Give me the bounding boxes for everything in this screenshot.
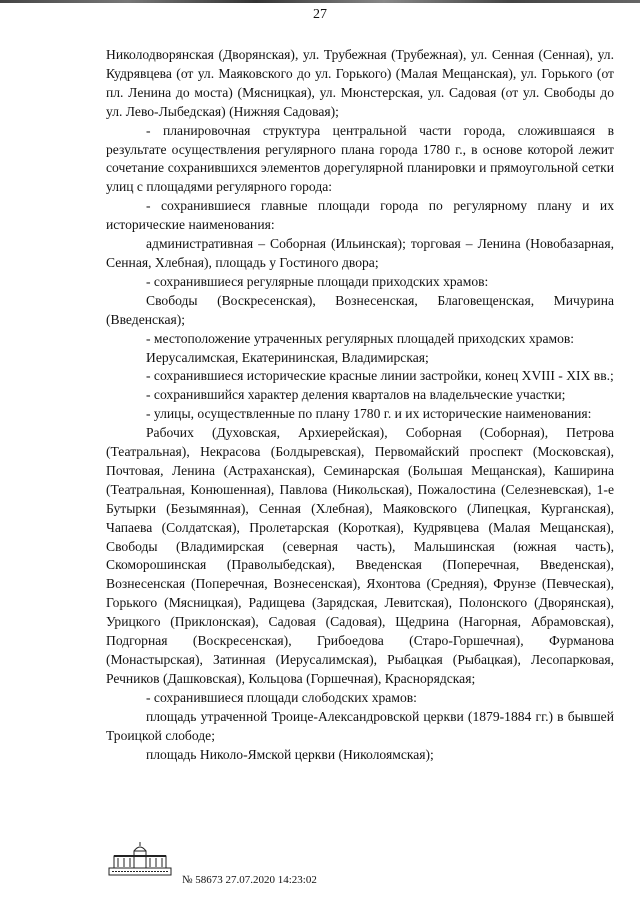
paragraph-sloboda-squares: - сохранившиеся площади слободских храмов: — [146, 689, 417, 705]
paragraph-plot-division: - сохранившийся характер деления кварталов на владельческие участки; — [146, 387, 566, 403]
building-seal-icon — [108, 842, 172, 876]
paragraph-main-squares: - сохранившиеся главные площади города по регулярному плану и их исторические наименования: — [106, 198, 614, 233]
registration-stamp: № 58673 27.07.2020 14:23:02 — [182, 874, 317, 886]
paragraph-main-squares-list: административная – Соборная (Ильинская); торговая – Ленина (Новобазарная, Сенная, Хлебная), площадь у Гостиного двора; — [106, 236, 614, 270]
paragraph-lost-squares: - местоположение утраченных регулярных площадей приходских храмов: — [146, 330, 575, 346]
page-top-edge — [0, 0, 640, 3]
paragraph-red-lines: - сохранившиеся исторические красные линии застройки, конец XVIII - XIX вв.; — [146, 368, 614, 384]
paragraph-parish-squares: - сохранившиеся регулярные площади приходских храмов: — [146, 273, 489, 289]
paragraph-streets-1780-list: Рабочих (Духовская, Архиерейская), Соборная (Соборная), Петрова (Театральная), Некрасова (Болдыревская), Первомайский проспект (Московская), Почтовая, Ленина (Астраханская), Семинарская (Большая Мещанская), Каширина (Театральная, Конюшенная), Павлова (Никольская), Пожалостина (Селезневская), 1-е Бутырки (Безымянная), Сенная (Хлебная), Маяковского (Липецкая, Курганская), Чапаева (Солдатская), Пролетарская (Короткая), Кудрявцева (Малая Мещанская), Свободы (Владимирская (северная часть), Мальшинская (южная часть), Скоморошинская (Праволыбедская), Введенская (Поперечная, Введенская), Вознесенская (Поперечная, Вознесенская), Яхонтова (Средняя), Фрунзе (Певческая), Горького (Мясницкая), Радищева (Зарядская, Левитская), Полонского (Дворянская), Урицкого (Приклонская), Садовая (Садовая), Щедрина (Нагорная, Абрамовская), Подгорная (Воскресенская), Грибоедова (Старо-Горшечная), Фурманова (Монастырская), Затинная (Иерусалимская), Рыбацкая (Рыбацкая), Лесопарковая, Речников (Дашковская), Кольцова (Горшечная), Краснорядская; — [106, 425, 614, 686]
paragraph-troitse-square: площадь утраченной Троице-Александровской церкви (1879-1884 гг.) в бывшей Троицкой слободе; — [106, 708, 614, 743]
paragraph-parish-squares-list: Свободы (Воскресенская), Вознесенская, Благовещенская, Мичурина (Введенская); — [106, 292, 614, 327]
paragraph-streets-1780: - улицы, осуществленные по плану 1780 г. и их исторические наименования: — [146, 406, 592, 422]
paragraph-lost-squares-list: Иерусалимская, Екатерининская, Владимирская; — [146, 349, 429, 365]
document-body — [106, 46, 614, 764]
paragraph-streets-continued: Николодворянская (Дворянская), ул. Трубежная (Трубежная), ул. Сенная (Сенная), ул. Кудрявцева (от ул. Маяковского до ул. Горького) (Малая Мещанская), ул. Горького (от пл. Ленина до моста) (Мясницкая), ул. Мюнстерская, ул. Садовая (от ул. Свободы до ул. Лево-Лыбедская) (Нижняя Садовая); — [106, 47, 614, 119]
document-footer — [108, 842, 408, 890]
paragraph-planning-structure: - планировочная структура центральной части города, сложившаяся в результате осуществления регулярного плана города 1780 г., в основе которой лежит сочетание сохранившихся элементов дорегулярной планировки и прямоугольной сетки улиц с площадями регулярного города: — [106, 122, 614, 195]
paragraph-nikolo-yamskaya: площадь Николо-Ямской церкви (Николоямская); — [146, 746, 434, 762]
page-number: 27 — [313, 7, 327, 22]
